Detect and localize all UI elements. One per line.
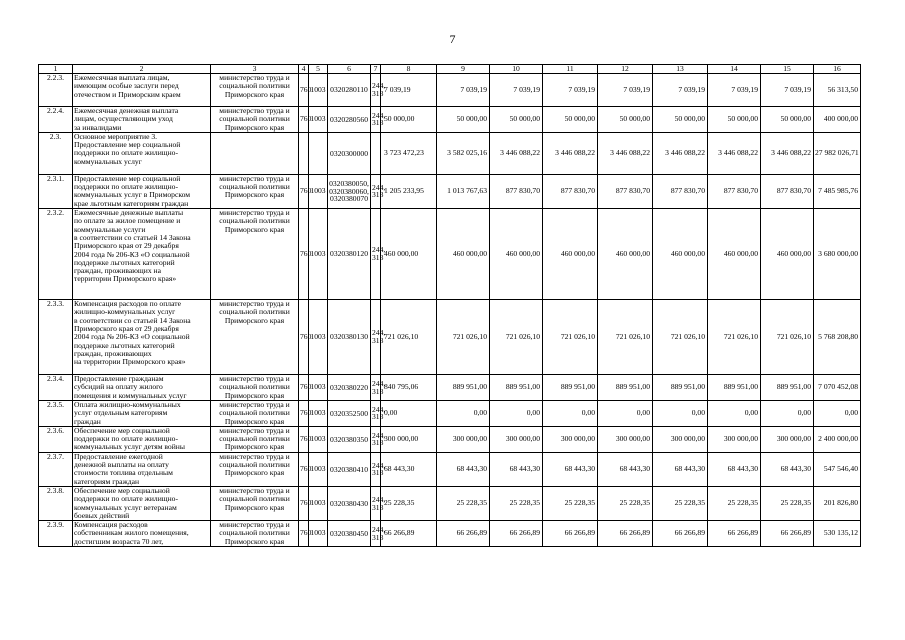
code-grbs-cell: 760 <box>299 486 309 520</box>
year-value-cell: 7 039,19 <box>708 74 761 107</box>
year-value-cell: 50 000,00 <box>598 107 653 133</box>
year-value-cell: 1 205 233,95 <box>381 174 437 208</box>
code-section-cell: 1003 <box>309 209 328 300</box>
column-number-cell: 14 <box>708 65 761 74</box>
year-value-cell: 0,00 <box>708 400 761 426</box>
year-value-cell: 300 000,00 <box>653 426 708 452</box>
year-value-cell: 0,00 <box>437 400 490 426</box>
code-grbs-cell: 760 <box>299 174 309 208</box>
year-value-cell: 50 000,00 <box>381 107 437 133</box>
code-grbs-cell: 760 <box>299 521 309 547</box>
code-section-cell: 1003 <box>309 375 328 401</box>
page-number: 7 <box>449 32 456 46</box>
code-target-article-cell: 0320380050, 0320380060, 0320380070 <box>328 174 371 208</box>
year-value-cell: 68 443,30 <box>653 452 708 486</box>
year-value-cell: 50 000,00 <box>437 107 490 133</box>
year-value-cell: 66 266,89 <box>490 521 543 547</box>
year-value-cell: 66 266,89 <box>761 521 814 547</box>
year-value-cell: 877 830,70 <box>708 174 761 208</box>
year-value-cell: 889 951,00 <box>490 375 543 401</box>
year-value-cell: 3 446 088,22 <box>761 132 814 174</box>
year-value-cell: 0,00 <box>490 400 543 426</box>
event-name-cell: Компенсация расходов по оплате жилищно-коммунальных услуг в соответствии со статьей 14 Закона Приморского края от 29 декабря 2004 года № 206-КЗ «О социальной поддержке льготных категорий граждан, проживающих на территории Приморского края» <box>73 300 211 375</box>
column-number-cell: 16 <box>814 65 861 74</box>
budget-table <box>38 64 861 547</box>
responsible-org-cell: министерство труда и социальной политики Приморского края <box>211 521 299 547</box>
year-value-cell: 877 830,70 <box>543 174 598 208</box>
total-value-cell: 3 680 000,00 <box>814 209 861 300</box>
code-expense-type-cell: 244, 313 <box>371 375 381 401</box>
year-value-cell: 877 830,70 <box>598 174 653 208</box>
code-expense-type-cell: 244, 313 <box>371 300 381 375</box>
total-value-cell: 7 070 452,08 <box>814 375 861 401</box>
code-grbs-cell: 760 <box>299 400 309 426</box>
responsible-org-cell: министерство труда и социальной политики Приморского края <box>211 74 299 107</box>
responsible-org-cell: министерство труда и социальной политики Приморского края <box>211 400 299 426</box>
row-number-cell: 2.3.1. <box>39 174 73 208</box>
code-expense-type-cell: 244, 313 <box>371 400 381 426</box>
code-section-cell: 1003 <box>309 400 328 426</box>
column-number-cell: 12 <box>598 65 653 74</box>
row-number-cell: 2.3.6. <box>39 426 73 452</box>
total-value-cell: 7 485 985,76 <box>814 174 861 208</box>
year-value-cell: 25 228,35 <box>543 486 598 520</box>
column-number-cell: 4 <box>299 65 309 74</box>
year-value-cell: 50 000,00 <box>708 107 761 133</box>
code-target-article-cell: 0320300000 <box>328 132 371 174</box>
responsible-org-cell: министерство труда и социальной политики Приморского края <box>211 426 299 452</box>
year-value-cell: 25 228,35 <box>598 486 653 520</box>
year-value-cell: 25 228,35 <box>381 486 437 520</box>
code-target-article-cell: 0320380130 <box>328 300 371 375</box>
year-value-cell: 889 951,00 <box>708 375 761 401</box>
year-value-cell: 877 830,70 <box>761 174 814 208</box>
year-value-cell: 460 000,00 <box>490 209 543 300</box>
year-value-cell: 0,00 <box>598 400 653 426</box>
code-target-article-cell: 0320280560 <box>328 107 371 133</box>
responsible-org-cell: министерство труда и социальной политики Приморского края <box>211 174 299 208</box>
year-value-cell: 66 266,89 <box>381 521 437 547</box>
row-number-cell: 2.3.4. <box>39 375 73 401</box>
column-number-cell: 10 <box>490 65 543 74</box>
year-value-cell: 300 000,00 <box>490 426 543 452</box>
year-value-cell: 721 026,10 <box>761 300 814 375</box>
code-target-article-cell: 0320380120 <box>328 209 371 300</box>
year-value-cell: 460 000,00 <box>543 209 598 300</box>
column-number-cell: 7 <box>371 65 381 74</box>
total-value-cell: 530 135,12 <box>814 521 861 547</box>
year-value-cell: 3 446 088,22 <box>708 132 761 174</box>
year-value-cell: 460 000,00 <box>761 209 814 300</box>
table-row <box>39 400 861 426</box>
year-value-cell: 25 228,35 <box>437 486 490 520</box>
code-expense-type-cell: 244, 313 <box>371 107 381 133</box>
year-value-cell: 300 000,00 <box>543 426 598 452</box>
year-value-cell: 50 000,00 <box>543 107 598 133</box>
table-row <box>39 521 861 547</box>
code-section-cell: 1003 <box>309 426 328 452</box>
year-value-cell: 50 000,00 <box>653 107 708 133</box>
table-row <box>39 375 861 401</box>
year-value-cell: 3 446 088,22 <box>490 132 543 174</box>
year-value-cell: 25 228,35 <box>761 486 814 520</box>
year-value-cell: 721 026,10 <box>598 300 653 375</box>
code-expense-type-cell: 244, 313 <box>371 521 381 547</box>
year-value-cell: 0,00 <box>761 400 814 426</box>
table-row <box>39 107 861 133</box>
year-value-cell: 7 039,19 <box>653 74 708 107</box>
event-name-cell: Обеспечение мер социальной поддержки по оплате жилищно- коммунальных услуг детям войны <box>73 426 211 452</box>
code-section-cell: 1003 <box>309 300 328 375</box>
event-name-cell: Ежемесячные денежные выплаты по оплате за жилое помещение и коммунальные услуги в соответствии со статьей 14 Закона Приморского края от 29 декабря 2004 года № 206-КЗ «О социальной поддержке льготных категорий граждан, проживающих на территории Приморского края» <box>73 209 211 300</box>
code-target-article-cell: 0320380220 <box>328 375 371 401</box>
year-value-cell: 300 000,00 <box>437 426 490 452</box>
year-value-cell: 7 039,19 <box>437 74 490 107</box>
row-number-cell: 2.3.5. <box>39 400 73 426</box>
year-value-cell: 3 446 088,22 <box>653 132 708 174</box>
year-value-cell: 0,00 <box>543 400 598 426</box>
year-value-cell: 7 039,19 <box>490 74 543 107</box>
year-value-cell: 50 000,00 <box>490 107 543 133</box>
event-name-cell: Обеспечение мер социальной поддержки по оплате жилищно- коммунальных услуг ветеранам боевых действий <box>73 486 211 520</box>
event-name-cell: Компенсация расходов собственникам жилого помещения, достигшим возраста 70 лет, <box>73 521 211 547</box>
code-section-cell: 1003 <box>309 486 328 520</box>
year-value-cell: 66 266,89 <box>598 521 653 547</box>
table-row <box>39 209 861 300</box>
code-grbs-cell: 760 <box>299 300 309 375</box>
responsible-org-cell: министерство труда и социальной политики Приморского края <box>211 452 299 486</box>
table-row <box>39 174 861 208</box>
year-value-cell: 460 000,00 <box>708 209 761 300</box>
total-value-cell: 201 826,80 <box>814 486 861 520</box>
column-number-cell: 13 <box>653 65 708 74</box>
code-section-cell: 1003 <box>309 107 328 133</box>
code-expense-type-cell: 244, 313 <box>371 486 381 520</box>
table-row <box>39 426 861 452</box>
code-target-article-cell: 0320352500 <box>328 400 371 426</box>
year-value-cell: 7 039,19 <box>598 74 653 107</box>
year-value-cell: 68 443,30 <box>437 452 490 486</box>
code-grbs-cell: 760 <box>299 452 309 486</box>
year-value-cell: 68 443,30 <box>761 452 814 486</box>
code-section-cell: 1003 <box>309 521 328 547</box>
year-value-cell: 840 795,06 <box>381 375 437 401</box>
year-value-cell: 300 000,00 <box>708 426 761 452</box>
event-name-cell: Предоставление ежегодной денежной выплаты на оплату стоимости топлива отдельным категориям граждан <box>73 452 211 486</box>
code-section-cell: 1003 <box>309 174 328 208</box>
column-number-cell: 8 <box>381 65 437 74</box>
year-value-cell: 3 446 088,22 <box>543 132 598 174</box>
total-value-cell: 400 000,00 <box>814 107 861 133</box>
year-value-cell: 66 266,89 <box>708 521 761 547</box>
total-value-cell: 56 313,50 <box>814 74 861 107</box>
year-value-cell: 68 443,30 <box>543 452 598 486</box>
year-value-cell: 721 026,10 <box>708 300 761 375</box>
year-value-cell: 877 830,70 <box>490 174 543 208</box>
year-value-cell: 460 000,00 <box>653 209 708 300</box>
column-number-cell: 15 <box>761 65 814 74</box>
year-value-cell: 3 446 088,22 <box>598 132 653 174</box>
year-value-cell: 300 000,00 <box>761 426 814 452</box>
responsible-org-cell: министерство труда и социальной политики Приморского края <box>211 209 299 300</box>
code-grbs-cell: 760 <box>299 375 309 401</box>
year-value-cell: 68 443,30 <box>490 452 543 486</box>
year-value-cell: 460 000,00 <box>598 209 653 300</box>
row-number-cell: 2.3.7. <box>39 452 73 486</box>
year-value-cell: 889 951,00 <box>598 375 653 401</box>
event-name-cell: Предоставление мер социальной поддержки по оплате жилищно- коммунальных услуг в Приморском крае льготным категориям граждан <box>73 174 211 208</box>
row-number-cell: 2.3.9. <box>39 521 73 547</box>
year-value-cell: 68 443,30 <box>598 452 653 486</box>
row-number-cell: 2.2.4. <box>39 107 73 133</box>
event-name-cell: Основное мероприятие 3. Предоставление мер социальной поддержки по оплате жилищно- коммунальных услуг <box>73 132 211 174</box>
table-row <box>39 300 861 375</box>
year-value-cell: 25 228,35 <box>708 486 761 520</box>
year-value-cell: 300 000,00 <box>381 426 437 452</box>
year-value-cell: 721 026,10 <box>381 300 437 375</box>
column-number-cell: 11 <box>543 65 598 74</box>
year-value-cell: 25 228,35 <box>490 486 543 520</box>
responsible-org-cell: министерство труда и социальной политики Приморского края <box>211 486 299 520</box>
code-grbs-cell: 760 <box>299 209 309 300</box>
row-number-cell: 2.3.2. <box>39 209 73 300</box>
table-row <box>39 74 861 107</box>
year-value-cell: 889 951,00 <box>543 375 598 401</box>
row-number-cell: 2.3.3. <box>39 300 73 375</box>
year-value-cell: 25 228,35 <box>653 486 708 520</box>
event-name-cell: Предоставление гражданам субсидий на оплату жилого помещения и коммунальных услуг <box>73 375 211 401</box>
code-section-cell: 1003 <box>309 452 328 486</box>
year-value-cell: 877 830,70 <box>653 174 708 208</box>
code-expense-type-cell: 244, 313 <box>371 426 381 452</box>
code-grbs-cell <box>299 132 309 174</box>
column-number-cell: 6 <box>328 65 371 74</box>
code-section-cell: 1003 <box>309 74 328 107</box>
column-number-cell: 5 <box>309 65 328 74</box>
column-number-cell: 9 <box>437 65 490 74</box>
year-value-cell: 7 039,19 <box>381 74 437 107</box>
year-value-cell: 3 723 472,23 <box>381 132 437 174</box>
responsible-org-cell: министерство труда и социальной политики Приморского края <box>211 375 299 401</box>
total-value-cell: 5 768 208,80 <box>814 300 861 375</box>
responsible-org-cell <box>211 132 299 174</box>
year-value-cell: 460 000,00 <box>437 209 490 300</box>
year-value-cell: 0,00 <box>653 400 708 426</box>
column-number-cell: 3 <box>211 65 299 74</box>
row-number-cell: 2.3.8. <box>39 486 73 520</box>
year-value-cell: 0,00 <box>381 400 437 426</box>
year-value-cell: 721 026,10 <box>653 300 708 375</box>
code-target-article-cell: 0320280110 <box>328 74 371 107</box>
event-name-cell: Ежемесячная выплата лицам, имеющим особые заслуги перед отечеством и Приморским краем <box>73 74 211 107</box>
code-target-article-cell: 0320380450 <box>328 521 371 547</box>
year-value-cell: 50 000,00 <box>761 107 814 133</box>
code-target-article-cell: 0320380430 <box>328 486 371 520</box>
code-expense-type-cell: 244, 313 <box>371 74 381 107</box>
code-target-article-cell: 0320380350 <box>328 426 371 452</box>
code-grbs-cell: 760 <box>299 74 309 107</box>
responsible-org-cell: министерство труда и социальной политики Приморского края <box>211 107 299 133</box>
total-value-cell: 547 546,40 <box>814 452 861 486</box>
code-expense-type-cell <box>371 132 381 174</box>
code-expense-type-cell: 244, 313 <box>371 452 381 486</box>
code-grbs-cell: 760 <box>299 426 309 452</box>
year-value-cell: 68 443,30 <box>708 452 761 486</box>
year-value-cell: 66 266,89 <box>437 521 490 547</box>
row-number-cell: 2.2.3. <box>39 74 73 107</box>
row-number-cell: 2.3. <box>39 132 73 174</box>
year-value-cell: 7 039,19 <box>543 74 598 107</box>
year-value-cell: 889 951,00 <box>761 375 814 401</box>
event-name-cell: Ежемесячная денежная выплата лицам, осуществляющим уход за инвалидами <box>73 107 211 133</box>
year-value-cell: 460 000,00 <box>381 209 437 300</box>
code-target-article-cell: 0320380410 <box>328 452 371 486</box>
code-section-cell <box>309 132 328 174</box>
column-number-cell: 1 <box>39 65 73 74</box>
table-row <box>39 132 861 174</box>
code-grbs-cell: 760 <box>299 107 309 133</box>
responsible-org-cell: министерство труда и социальной политики Приморского края <box>211 300 299 375</box>
year-value-cell: 721 026,10 <box>543 300 598 375</box>
year-value-cell: 66 266,89 <box>543 521 598 547</box>
code-expense-type-cell: 244, 313 <box>371 209 381 300</box>
event-name-cell: Оплата жилищно-коммунальных услуг отдельным категориям граждан <box>73 400 211 426</box>
year-value-cell: 68 443,30 <box>381 452 437 486</box>
total-value-cell: 0,00 <box>814 400 861 426</box>
year-value-cell: 300 000,00 <box>598 426 653 452</box>
year-value-cell: 889 951,00 <box>437 375 490 401</box>
year-value-cell: 721 026,10 <box>490 300 543 375</box>
year-value-cell: 7 039,19 <box>761 74 814 107</box>
year-value-cell: 721 026,10 <box>437 300 490 375</box>
code-expense-type-cell: 244, 313 <box>371 174 381 208</box>
total-value-cell: 27 982 026,71 <box>814 132 861 174</box>
year-value-cell: 3 582 025,16 <box>437 132 490 174</box>
total-value-cell: 2 400 000,00 <box>814 426 861 452</box>
table-row <box>39 486 861 520</box>
table-row <box>39 452 861 486</box>
year-value-cell: 889 951,00 <box>653 375 708 401</box>
year-value-cell: 1 013 767,63 <box>437 174 490 208</box>
year-value-cell: 66 266,89 <box>653 521 708 547</box>
column-number-cell: 2 <box>73 65 211 74</box>
